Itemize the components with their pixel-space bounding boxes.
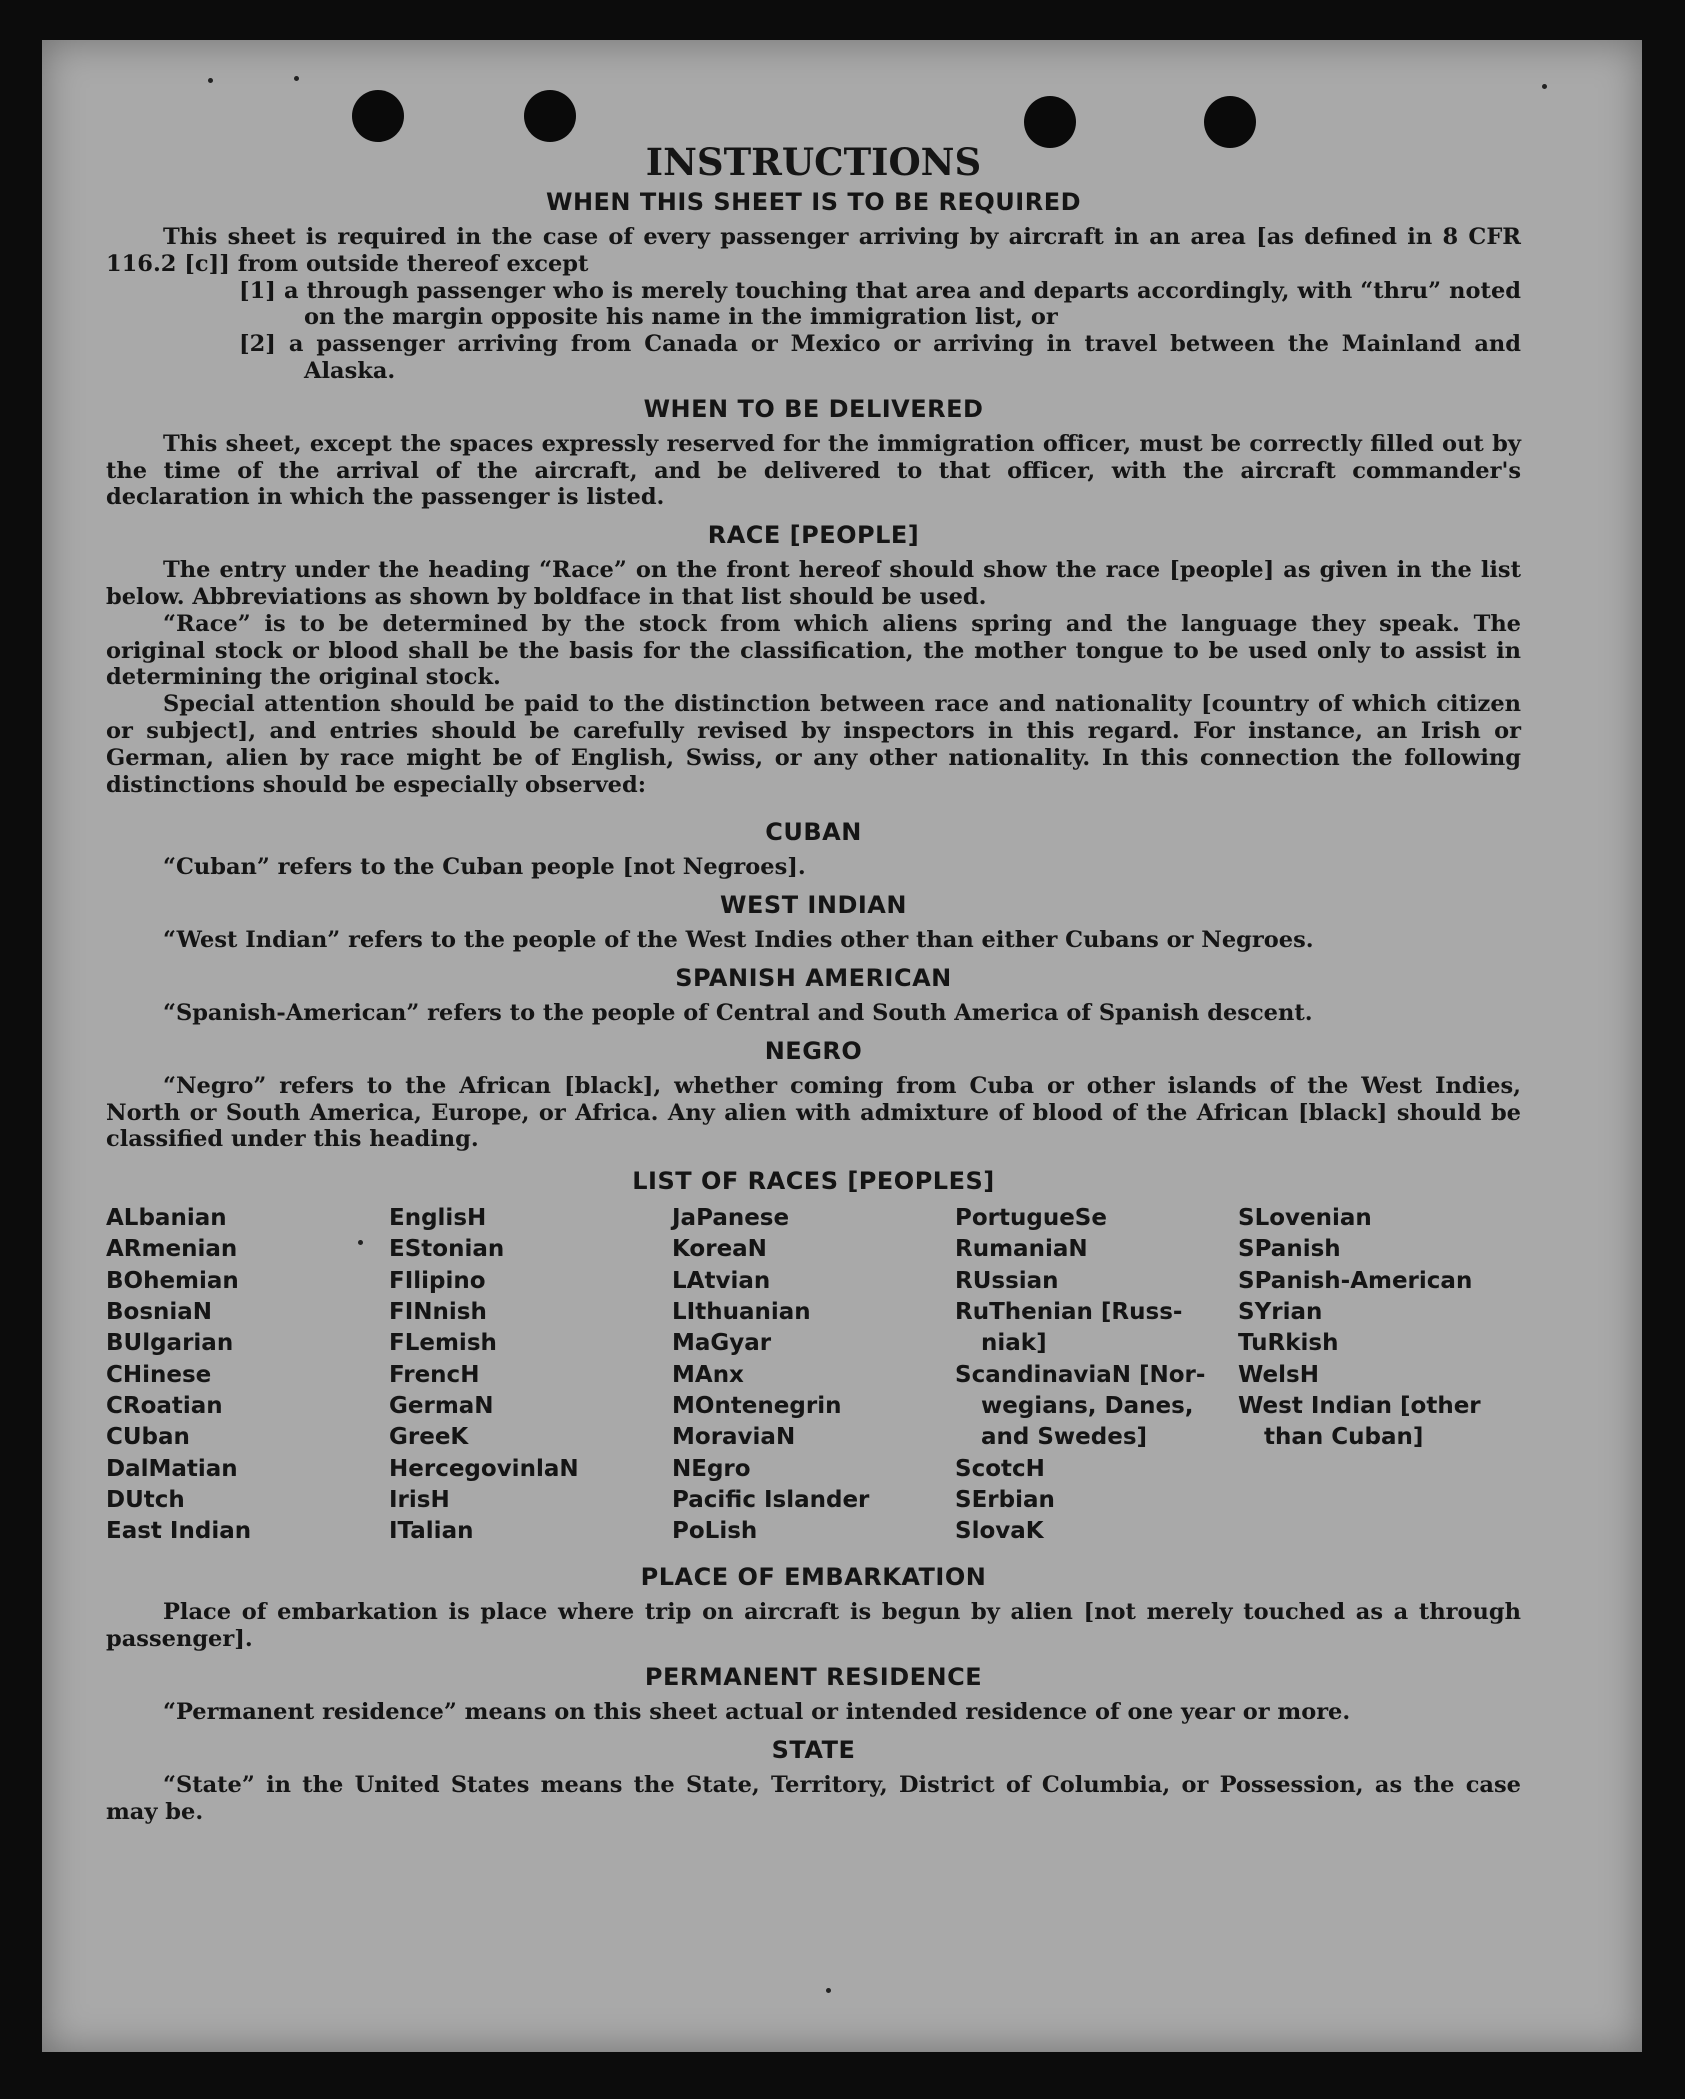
negro-text: “Negro” refers to the African [black], whether coming from Cuba or other islands of the West Indies, North or South America, Europe, or Africa. Any alien with admixture of blood of the African [black] should be classified under this heading. (106, 1072, 1521, 1153)
west-indian-text: “West Indian” refers to the people of the West Indies other than either Cubans or Negroes. (163, 927, 1314, 954)
race-entry: DUtch (106, 1486, 185, 1513)
section-heading-races-list: LIST OF RACES [PEOPLES] (632, 1167, 995, 1196)
section-heading-cuban: CUBAN (765, 818, 862, 847)
race-paragraph-2: “Race” is to be determined by the stock from which aliens spring and the language they speak. The original stock or blood shall be the basis for the classification, the mother tongue to be used only to assist in determining the original stock. (106, 610, 1521, 691)
race-entry: East Indian (106, 1518, 252, 1545)
ink-speck (826, 1988, 831, 1993)
section-heading-embarkation: PLACE OF EMBARKATION (640, 1563, 987, 1592)
instructions-content (106, 140, 1521, 1825)
delivered-text: This sheet, except the spaces expressly reserved for the immigration officer, must be correctly filled out by the time of the arrival of the aircraft, and be delivered to that officer, with the aircraft commander's declaration in which the passenger is listed. (106, 430, 1521, 511)
race-entry: FINnish (389, 1299, 487, 1326)
race-entry: FLemish (389, 1330, 497, 1357)
ink-speck (208, 78, 213, 83)
race-entry: LAtvian (672, 1267, 771, 1294)
punch-hole (352, 90, 404, 142)
race-entry: ITalian (389, 1518, 474, 1545)
race-paragraph-3: Special attention should be paid to the distinction between race and nationality [country of which citizen or subject], and entries should be carefully revised by inspectors in this regard. For instance, an Irish or German, alien by race might be of English, Swiss, or any other nationality. In this connection the following distinctions should be especially observed: (106, 691, 1521, 798)
race-entry: ScotcH (955, 1455, 1045, 1482)
race-entry: MOntenegrin (672, 1392, 842, 1419)
section-heading-race: RACE [PEOPLE] (707, 521, 920, 550)
race-entry-continuation: niak] (981, 1330, 1047, 1357)
race-entry: BUlgarian (106, 1330, 234, 1357)
race-entry: ARmenian (106, 1236, 238, 1263)
races-column-3 (672, 1203, 955, 1547)
race-entry: PortugueSe (955, 1205, 1107, 1232)
race-entry: JaPanese (672, 1205, 790, 1232)
punch-hole (524, 90, 576, 142)
required-item-1: [1] a through passenger who is merely touching that area and departs accordingly, with “thru” noted on the margin opposite his name in the immigration list, or (239, 277, 1521, 331)
race-entry: EnglisH (389, 1205, 487, 1232)
race-entry: CRoatian (106, 1392, 223, 1419)
races-column-2 (389, 1203, 672, 1547)
race-entry-continuation: and Swedes] (981, 1424, 1148, 1451)
race-entry: RUssian (955, 1267, 1059, 1294)
race-entry: SPanish-American (1238, 1267, 1473, 1294)
race-entry-continuation: wegians, Danes, (981, 1392, 1194, 1419)
races-column-1 (106, 1203, 389, 1547)
state-text: “State” in the United States means the State, Territory, District of Columbia, or Possession, as the case may be. (106, 1771, 1521, 1825)
race-entry: SYrian (1238, 1299, 1323, 1326)
race-entry: BosniaN (106, 1299, 213, 1326)
race-entry: Pacific Islander (672, 1486, 870, 1513)
races-list (106, 1203, 1521, 1547)
ink-speck (294, 76, 299, 81)
required-intro: This sheet is required in the case of every passenger arriving by aircraft in an area [as defined in 8 CFR 116.2 [c]] from outside thereof except (106, 224, 1521, 277)
cuban-text: “Cuban” refers to the Cuban people [not Negroes]. (163, 854, 806, 881)
section-heading-state: STATE (771, 1735, 856, 1764)
race-entry: LIthuanian (672, 1299, 811, 1326)
race-entry: TuRkish (1238, 1330, 1339, 1357)
race-entry: EStonian (389, 1236, 505, 1263)
race-entry: FrencH (389, 1361, 480, 1388)
race-entry: SlovaK (955, 1518, 1044, 1545)
race-entry: ScandinaviaN [Nor- (955, 1361, 1206, 1388)
race-entry: DalMatian (106, 1455, 238, 1482)
section-heading-west-indian: WEST INDIAN (720, 891, 907, 920)
race-entry: West Indian [other (1238, 1392, 1481, 1419)
embarkation-text: Place of embarkation is place where trip on aircraft is begun by alien [not merely touched as a through passenger]. (106, 1599, 1521, 1653)
section-heading-spanish-american: SPANISH AMERICAN (675, 963, 952, 992)
residence-text: “Permanent residence” means on this sheet actual or intended residence of one year or more. (163, 1698, 1351, 1725)
section-heading-required: WHEN THIS SHEET IS TO BE REQUIRED (545, 188, 1082, 216)
race-entry-continuation: than Cuban] (1264, 1424, 1424, 1451)
race-entry: PoLish (672, 1518, 758, 1545)
race-entry: KoreaN (672, 1236, 767, 1263)
race-entry: SErbian (955, 1486, 1055, 1513)
race-entry: MAnx (672, 1361, 744, 1388)
section-heading-delivered: WHEN TO BE DELIVERED (643, 394, 984, 423)
race-entry: IrisH (389, 1486, 450, 1513)
race-entry: HercegovinlaN (389, 1455, 579, 1482)
required-item-2: [2] a passenger arriving from Canada or Mexico or arriving in travel between the Mainland and Alaska. (239, 331, 1521, 384)
race-entry: ALbanian (106, 1205, 227, 1232)
section-heading-residence: PERMANENT RESIDENCE (644, 1662, 983, 1691)
races-column-5 (1238, 1203, 1521, 1547)
race-entry: MaGyar (672, 1330, 772, 1357)
races-column-4 (955, 1203, 1238, 1547)
race-entry: CHinese (106, 1361, 212, 1388)
race-paragraph-1: The entry under the heading “Race” on the front hereof should show the race [people] as given in the list below. Abbreviations as shown by boldface in that list should be used. (106, 557, 1521, 610)
race-entry: BOhemian (106, 1267, 239, 1294)
section-heading-negro: NEGRO (764, 1036, 863, 1065)
race-entry: MoraviaN (672, 1424, 796, 1451)
race-entry: GreeK (389, 1424, 469, 1451)
race-entry: GermaN (389, 1392, 494, 1419)
race-entry: CUban (106, 1424, 190, 1451)
race-entry: RuThenian [Russ- (955, 1299, 1183, 1326)
race-entry: RumaniaN (955, 1236, 1088, 1263)
spanish-american-text: “Spanish-American” refers to the people of Central and South America of Spanish descent. (163, 999, 1313, 1026)
page-title: INSTRUCTIONS (645, 140, 982, 184)
race-entry: WelsH (1238, 1361, 1319, 1388)
race-entry: NEgro (672, 1455, 751, 1482)
ink-speck (1542, 84, 1547, 89)
race-entry: SLovenian (1238, 1205, 1372, 1232)
race-entry: SPanish (1238, 1236, 1341, 1263)
race-entry: FIlipino (389, 1267, 486, 1294)
